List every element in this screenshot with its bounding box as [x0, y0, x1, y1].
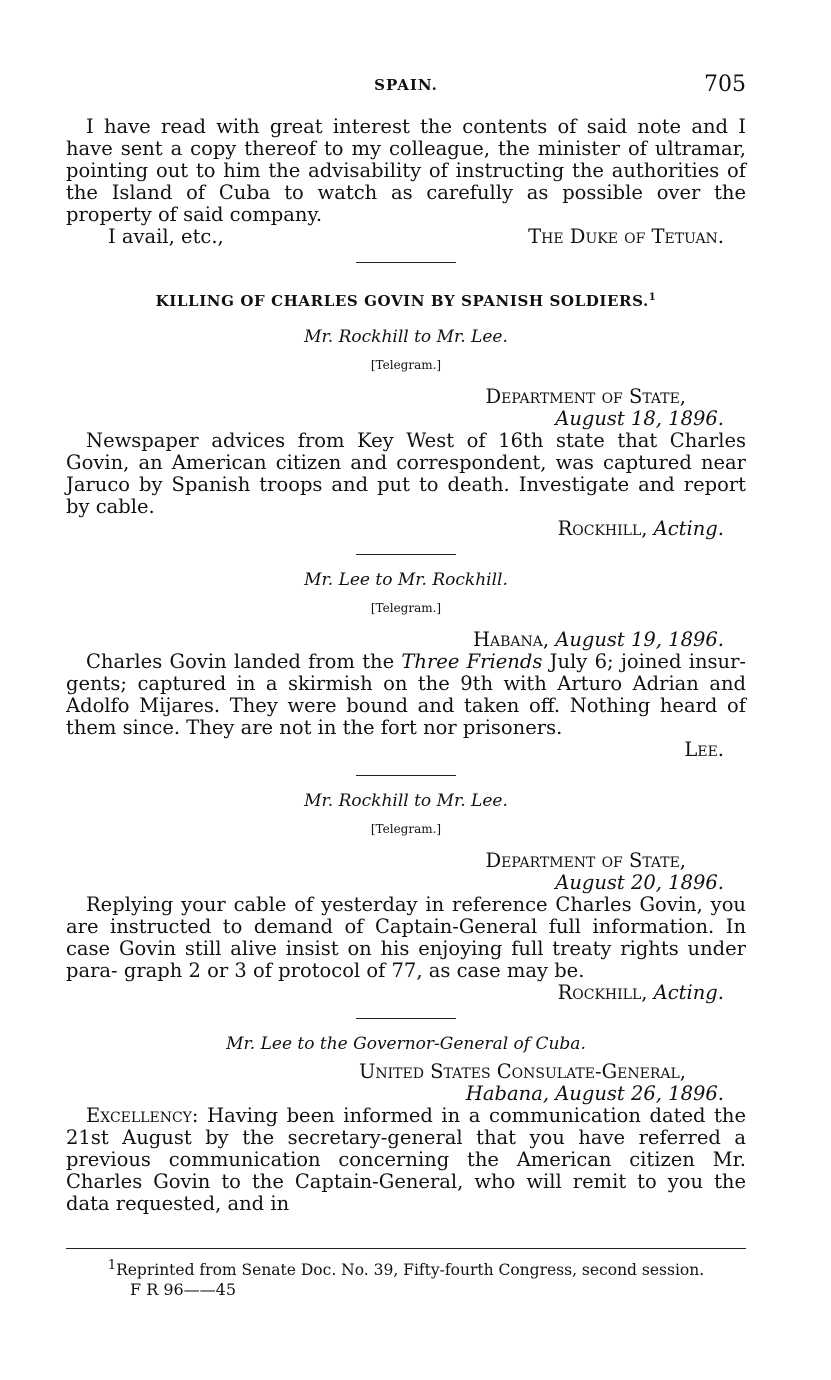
text-line: Newspaper advices from Key West of 16th state that Charles Govin,: [66, 429, 746, 474]
text-line: the Captain-General, who will remit to you the data requested, and in: [66, 1170, 746, 1215]
footnote-text: [66, 1256, 746, 1280]
text-line: out to him the advisability of instructing the authorities of the Island: [66, 159, 746, 204]
text-line: Replying your cable of yesterday in reference Charles Govin, you are: [66, 893, 746, 938]
footnote-rule: [66, 1248, 746, 1249]
signature-name: Rockhill,: [557, 981, 648, 1004]
section-heading: [66, 287, 746, 312]
page-number: 705: [704, 72, 746, 97]
divider-rule: [356, 1018, 456, 1019]
text-line: Charles Govin landed from the: [86, 650, 402, 673]
doc2-place: Habana,: [472, 628, 550, 651]
footnote: [66, 1256, 746, 1300]
doc3-paragraph: [66, 894, 746, 982]
text-line: I have read with great interest the contents of said note and I have: [66, 115, 746, 160]
text-line: Adolfo Mijares. They were bound and taken off. Nothing heard of: [66, 694, 746, 717]
doc2-place-date: [66, 629, 746, 651]
text-line: them since. They are not in the fort nor prisoners.: [66, 716, 563, 739]
doc2-telegram: [Telegram.]: [370, 601, 442, 615]
doc4-from-to: Mr. Lee to the Governor-General of Cuba.: [226, 1034, 586, 1054]
document-body: [66, 116, 746, 1215]
doc3-place: Department of State,: [485, 849, 686, 872]
doc4-paragraph: [66, 1105, 746, 1215]
closing: I avail, etc.,: [108, 225, 224, 248]
doc1-telegram: [Telegram.]: [370, 358, 442, 372]
doc1-signature: [66, 518, 746, 540]
signature-title: Acting.: [653, 517, 724, 540]
text-line: Spanish troops and put to death. Investigate and report by cable.: [66, 473, 747, 518]
doc2-signature: Lee.: [684, 738, 724, 761]
text-line: an American citizen and correspondent, was captured near Jaruco by: [66, 451, 746, 496]
doc2-paragraph: [66, 651, 746, 739]
doc3-telegram: [Telegram.]: [370, 822, 442, 836]
doc1-paragraph: [66, 430, 746, 518]
text-line: instructed to demand of Captain-General full information. In case: [66, 915, 746, 960]
divider-rule: [356, 775, 456, 776]
text-line: sent a copy thereof to my colleague, the minister of ultramar, pointing: [66, 137, 746, 182]
footnote-text-body: Reprinted from Senate Doc. No. 39, Fifty-fourth Congress, second session.: [116, 1261, 705, 1280]
doc3-from-to: Mr. Rockhill to Mr. Lee.: [304, 791, 508, 811]
doc4-date: Habana, August 26, 1896.: [465, 1082, 724, 1105]
doc1-from-to: Mr. Rockhill to Mr. Lee.: [304, 327, 508, 347]
running-title: SPAIN.: [374, 76, 438, 94]
doc4-place: United States Consulate-General,: [358, 1060, 686, 1083]
doc3-signature: [66, 982, 746, 1004]
text-line: graph 2 or 3 of protocol of 77, as case may be.: [123, 959, 585, 982]
doc2-from-to: Mr. Lee to Mr. Rockhill.: [304, 570, 508, 590]
divider-rule: [356, 554, 456, 555]
ship-name: Three Friends: [401, 650, 543, 673]
signature-name: Rockhill,: [557, 517, 648, 540]
text-line: company.: [229, 203, 323, 226]
printer-signature-mark: F R 96——45: [130, 1280, 237, 1300]
text-line: July 6; joined insur-: [542, 650, 746, 673]
signature-title: Acting.: [653, 981, 724, 1004]
divider-rule: [356, 262, 456, 263]
top-letter-paragraph: [66, 116, 746, 226]
signature-duke: The Duke of Tetuan.: [528, 225, 724, 248]
doc2-date: August 19, 1896.: [555, 628, 724, 651]
doc1-date: August 18, 1896.: [555, 407, 724, 430]
top-letter-closing-row: [66, 226, 746, 248]
text-line: Having been informed in a communication dated the: [198, 1104, 746, 1127]
text-line: communication concerning the American citizen Mr. Charles Govin to: [66, 1148, 746, 1193]
text-line: of Cuba to watch as carefully as possible over the property of said: [66, 181, 747, 226]
footnote-mark: 1: [107, 1258, 117, 1273]
text-line: Govin still alive insist on his enjoying full treaty rights under para-: [66, 937, 746, 982]
text-line: 21st August by the secretary-general that you have referred a previous: [66, 1126, 746, 1171]
doc3-date: August 20, 1896.: [555, 871, 724, 894]
footnote-mark: 1: [648, 292, 657, 303]
text-line: gents; captured in a skirmish on the 9th with Arturo Adrian and: [66, 672, 746, 695]
section-heading-text: KILLING OF CHARLES GOVIN BY SPANISH SOLDIERS.: [155, 292, 649, 310]
salutation: Excellency:: [86, 1104, 199, 1127]
running-head: [66, 72, 746, 102]
doc1-place: Department of State,: [485, 385, 686, 408]
